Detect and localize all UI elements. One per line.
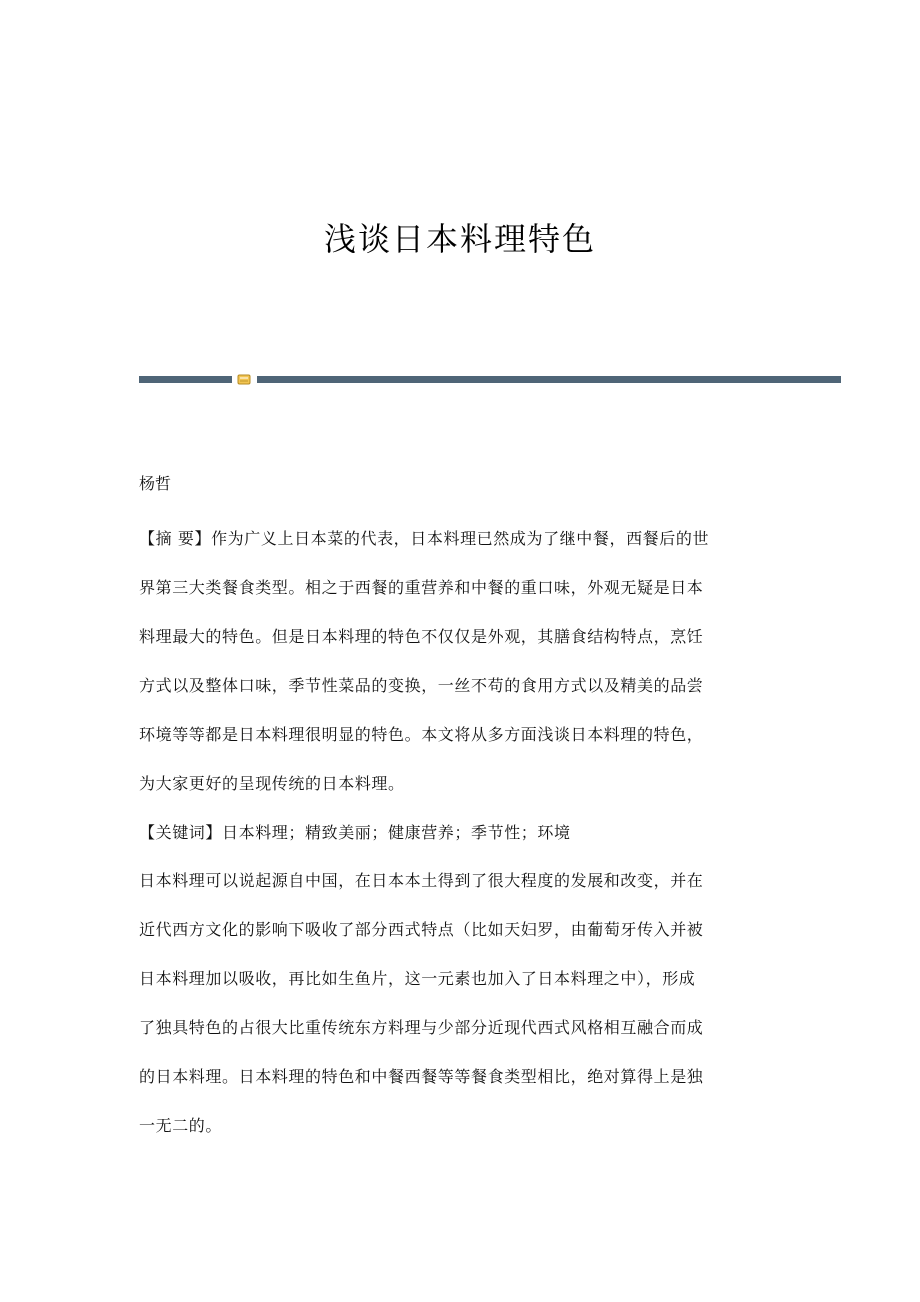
body-line: 日本料理可以说起源自中国，在日本本土得到了很大程度的发展和改变，并在 [139,871,704,890]
abstract-line: 界第三大类餐食类型。相之于西餐的重营养和中餐的重口味，外观无疑是日本 [139,578,704,597]
body-paragraph [139,856,799,1150]
body-line: 了独具特色的占很大比重传统东方料理与少部分近现代西式风格相互融合而成 [139,1018,704,1037]
keywords-line: 【关键词】日本料理；精致美丽；健康营养；季节性；环境 [139,823,571,842]
abstract-line: 料理最大的特色。但是日本料理的特色不仅仅是外观，其膳食结构特点，烹饪 [139,627,704,646]
body-line: 日本料理加以吸收，再比如生鱼片，这一元素也加入了日本料理之中），形成 [139,969,696,988]
author-name: 杨哲 [139,474,172,493]
abstract-line: 环境等等都是日本料理很明显的特色。本文将从多方面浅谈日本料理的特色， [139,725,704,744]
abstract-line: 方式以及整体口味，季节性菜品的变换，一丝不苟的食用方式以及精美的品尝 [139,676,704,695]
keywords-paragraph [139,808,799,857]
body-line: 一无二的。 [139,1116,223,1135]
abstract-line: 【摘 要】作为广义上日本菜的代表，日本料理已然成为了继中餐，西餐后的世 [139,529,710,548]
body-line: 近代西方文化的影响下吸收了部分西式特点（比如天妇罗，由葡萄牙传入并被 [139,920,704,939]
divider-bar-right [257,376,841,383]
abstract-paragraph [139,514,799,808]
abstract-line: 为大家更好的呈现传统的日本料理。 [139,774,405,793]
divider-bar-left [139,376,232,383]
document-title: 浅谈日本料理特色 [323,220,596,258]
scroll-ornament-icon [237,374,251,385]
body-line: 的日本料理。日本料理的特色和中餐西餐等等餐食类型相比，绝对算得上是独 [139,1067,704,1086]
title-divider [139,374,841,384]
